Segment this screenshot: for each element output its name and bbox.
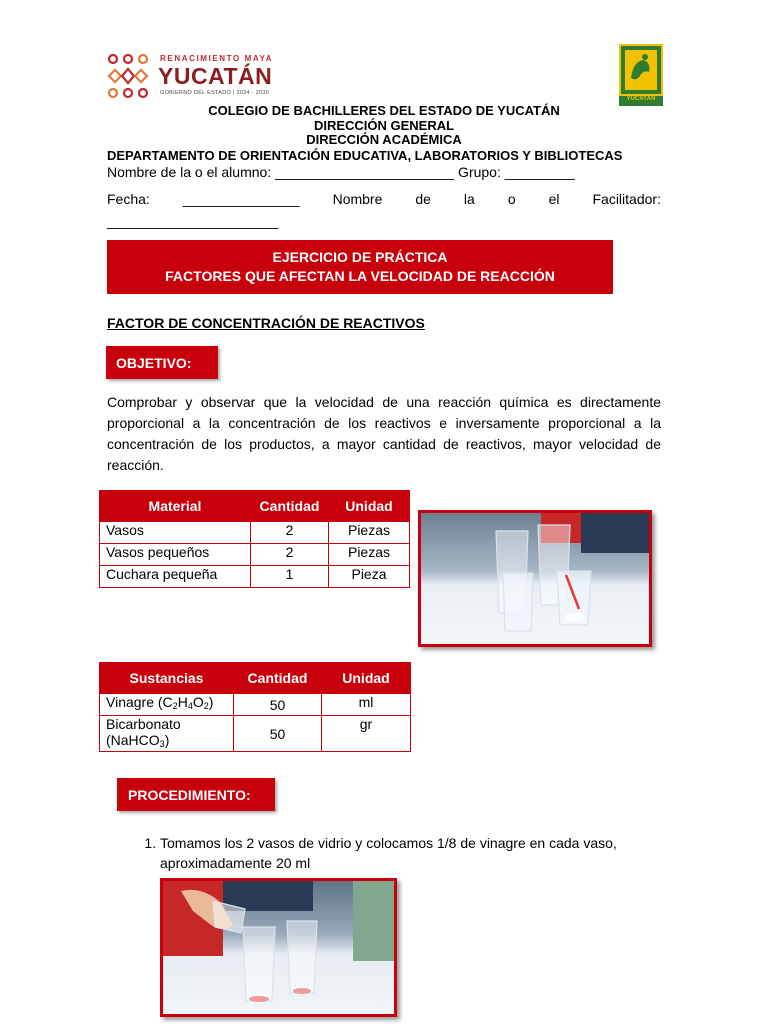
fecha-word: la: [463, 191, 475, 207]
shield-caption: YUCATÁN: [626, 96, 656, 102]
fecha-word: de: [415, 191, 431, 207]
table-header: Sustancias: [100, 663, 234, 694]
table-row: [100, 522, 410, 544]
table-cell: Pieza: [329, 566, 410, 588]
table-cell: 50: [234, 694, 322, 716]
table-cell: Cuchara pequeña: [100, 566, 251, 588]
fecha-word: Fecha:: [107, 191, 150, 207]
banner-line-1: EJERCICIO DE PRÁCTICA: [272, 249, 448, 265]
materials-table: [99, 490, 410, 588]
fecha-word: Nombre: [332, 191, 383, 207]
table-header: Cantidad: [234, 663, 322, 694]
procedure-steps: [107, 833, 720, 873]
table-header: Cantidad: [251, 491, 329, 522]
logo-wordmark: YUCATÁN: [158, 63, 273, 89]
table-cell: ml: [322, 694, 411, 716]
vinagre-cell: Vinagre $(C_2H_4O_2)$: [100, 694, 234, 716]
header-direccion-general: DIRECCIÓN GENERAL: [313, 118, 455, 133]
bicarbonato-cell: Bicarbonato (NaHCO$_3$): [100, 716, 234, 752]
table-cell: Piezas: [329, 544, 410, 566]
fecha-word: Facilitador:: [592, 191, 661, 207]
table-cell: Vasos: [100, 522, 251, 544]
table-cell: 50: [234, 716, 322, 752]
gobierno-yucatan-logo: [105, 52, 290, 102]
table-row: [100, 566, 410, 588]
table-cell: 2: [251, 522, 329, 544]
substances-table: [99, 662, 411, 752]
objetivo-label: [106, 346, 218, 379]
banner-line-2: FACTORES QUE AFECTAN LA VELOCIDAD DE REACCIÓN: [165, 268, 555, 284]
objetivo-paragraph: Comprobar y observar que la velocidad de una reacción química es directamente proporcional a la concentración de los reactivos e inversamente proporcional a la concentración de los productos, a mayor cantidad de reactivos, mayor velocidad de reacción.: [107, 394, 661, 473]
table-header: Unidad: [322, 663, 411, 694]
table-cell: gr: [322, 716, 411, 752]
fecha-word: o: [507, 191, 516, 207]
fecha-blank: _______________: [182, 191, 300, 207]
section-title: FACTOR DE CONCENTRACIÓN DE REACTIVOS: [107, 315, 425, 331]
table-row: [100, 716, 411, 752]
table-row: [100, 544, 410, 566]
logo-subtitle: GOBIERNO DEL ESTADO | 2024 - 2030: [160, 90, 270, 96]
table-cell: Piezas: [329, 522, 410, 544]
objetivo-label-text: OBJETIVO:: [116, 354, 192, 371]
procedimiento-label: [117, 778, 275, 811]
pouring-photo-image: [163, 881, 394, 1014]
facilitador-blank: ______________________: [107, 213, 279, 229]
glasses-photo: [418, 510, 652, 647]
procedimiento-label-text: PROCEDIMIENTO:: [128, 786, 251, 803]
glasses-photo-image: [421, 513, 649, 644]
student-name-line: Nombre de la o el alumno: _______________________ Grupo: _________: [107, 164, 575, 180]
table-header: Unidad: [329, 491, 410, 522]
pouring-photo: [160, 878, 397, 1017]
logo-tagline: RENACIMIENTO MAYA: [160, 54, 274, 63]
table-cell: 1: [251, 566, 329, 588]
fecha-word: el: [548, 191, 560, 207]
header-school: COLEGIO DE BACHILLERES DEL ESTADO DE YUCATÁN: [208, 103, 560, 118]
table-cell: Vasos pequeños: [100, 544, 251, 566]
fecha-facilitador-line: [107, 191, 661, 207]
header-direccion-academica: DIRECCIÓN ACADÉMICA: [306, 132, 462, 147]
table-header: Material: [100, 491, 251, 522]
exercise-banner: [107, 240, 613, 294]
list-item: 1. Tomamos los 2 vasos de vidrio y colocamos 1/8 de vinagre en cada vaso, aproximadamente 20 ml: [160, 833, 720, 873]
table-row: [100, 694, 411, 716]
header-departamento: DEPARTAMENTO DE ORIENTACIÓN EDUCATIVA, LABORATORIOS Y BIBLIOTECAS: [107, 148, 623, 163]
table-cell: 2: [251, 544, 329, 566]
maya-knot-icon: [105, 52, 151, 100]
